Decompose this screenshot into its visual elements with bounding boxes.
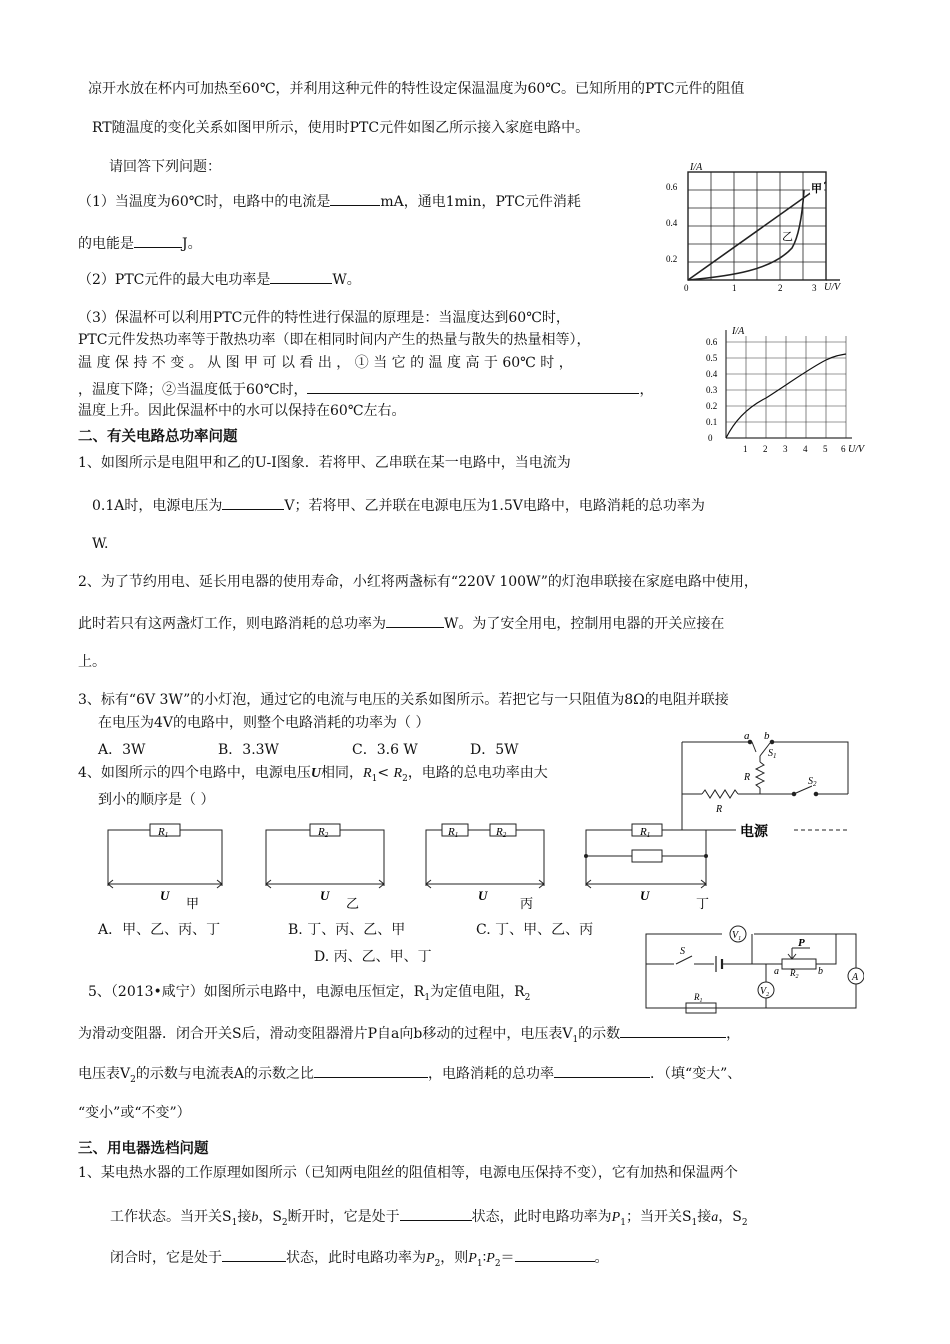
q3-line-4: ，温度下降；②当温度低于60℃时， ， — [78, 378, 653, 400]
circuit-name: 甲 — [186, 896, 200, 911]
y-tick: 0.2 — [666, 254, 678, 264]
s3-blank-ratio[interactable] — [515, 1246, 595, 1262]
q1-line-2: 的电能是 J。 — [78, 232, 202, 254]
q3-line-3: 温 度 保 持 不 变 。 从 图 甲 可 以 看 出 ， ① 当 它 的 温 度 高 于 60℃ 时 ， — [78, 355, 573, 371]
s2-p3-line-1: 3、标有“6V 3W”的小灯泡，通过它的电流与电压的关系如图所示。若把它与一只阻值为8Ω的电阻并联接 — [78, 692, 729, 708]
y-tick: 0.1 — [706, 417, 718, 427]
q2-blank-power[interactable] — [270, 268, 332, 284]
svg-text:b: b — [818, 966, 823, 977]
s2-p3-line-2: 在电压为4V的电路中，则整个电路消耗的功率为（ ） — [98, 715, 430, 731]
s2-p3-option-c[interactable]: C．3.6 W — [352, 742, 418, 758]
curve-yi-label: 乙 — [782, 231, 793, 243]
s3-blank-state-2[interactable] — [222, 1246, 286, 1262]
q3-line-1: （3）保温杯可以利用PTC元件的特性进行保温的原理是：当温度达到60℃时， — [78, 310, 570, 326]
svg-text:R2: $R_2$ — [790, 968, 799, 980]
s3-p1-line-2: 工作状态。当开关$S_1$接b，$S_2$断开时，它是处于 状态，此时电路功率为$P_1$；当开关$S_1$接a，$S_2$ — [110, 1205, 748, 1233]
s2-p1-blank-voltage[interactable] — [222, 494, 284, 510]
intro-line-2: RT随温度的变化关系如图甲所示，使用时PTC元件如图乙所示接入家庭电路中。 — [92, 120, 590, 136]
circuit-bing — [426, 824, 544, 888]
svg-text:R1: $R_1$ — [694, 992, 703, 1004]
s2-p5-line-1: 5、（2013•咸宁）如图所示电路中，电源电压恒定，$R_1$为定值电阻，$R_2$ — [88, 984, 531, 1003]
s2-p5-line-3: 电压表$V_2$的示数与电流表A的示数之比 ，电路消耗的总功率 ．（填“变大”、 — [78, 1062, 741, 1090]
s2-p3-option-b[interactable]: B．3.3W — [218, 742, 279, 758]
s2-p1-line-2: 0.1A时，电源电压为 V；若将甲、乙并联在电源电压为1.5V电路中，电路消耗的总功率为 — [92, 494, 705, 516]
svg-text:R1: R1 — [158, 826, 169, 839]
s2-p4-option-d[interactable]: D. 丙、乙、甲、丁 — [314, 949, 432, 965]
x-axis-label: U/V — [848, 444, 865, 455]
s3-blank-state-1[interactable] — [400, 1205, 472, 1221]
svg-text:R2: R2 — [318, 826, 329, 839]
s2-p2-blank-power[interactable] — [386, 612, 444, 628]
s2-p5-blank-v1[interactable] — [620, 1022, 726, 1038]
s2-p2-line-1: 2、为了节约用电、延长用电器的使用寿命，小红将两盏标有“220V 100W”的灯泡串联接在家庭电路中使用， — [78, 574, 758, 590]
x-tick: 2 — [763, 444, 768, 454]
q1-line-1: （1）当温度为60℃时，电路中的电流是 mA，通电1min，PTC元件消耗 — [78, 190, 581, 212]
voltage-label: U — [640, 888, 650, 903]
svg-text:V2: $V_2$ — [760, 986, 770, 998]
circuit-name: 乙 — [346, 896, 360, 911]
svg-text:V1: $V_1$ — [732, 930, 742, 942]
y-tick: 0.3 — [706, 385, 718, 395]
x-tick: 1 — [743, 444, 748, 454]
x-tick: 0 — [684, 283, 689, 292]
svg-text:S: S — [680, 946, 685, 957]
s2-p4-line-2: 到小的顺序是（ ） — [98, 792, 215, 808]
label-a: a — [744, 730, 750, 742]
y-tick: 0.2 — [706, 401, 718, 411]
svg-text:P: P — [798, 937, 805, 949]
label-s1: $S_1$ — [768, 748, 777, 760]
q3-blank-reason[interactable] — [307, 378, 639, 394]
voltage-label: U — [320, 888, 330, 903]
y-axis-label: I/A — [690, 162, 703, 173]
s2-p2-line-3: 上。 — [78, 654, 106, 670]
x-tick: 1 — [732, 283, 737, 292]
q1-blank-energy[interactable] — [134, 232, 182, 248]
s2-p5-blank-power[interactable] — [554, 1062, 650, 1078]
q2-line: （2）PTC元件的最大电功率是 W。 — [78, 268, 361, 290]
voltage-label: U — [160, 888, 170, 903]
y-tick: 0 — [708, 433, 713, 443]
svg-text:R1: R1 — [640, 826, 651, 839]
x-tick: 4 — [803, 444, 808, 454]
svg-text:a: a — [774, 966, 779, 977]
circuit-name: 丙 — [520, 896, 534, 911]
s2-p4-option-c[interactable]: C. 丁、甲、乙、丙 — [476, 922, 594, 938]
curve-jia-label: 甲 — [811, 183, 822, 195]
label-s2: $S_2$ — [808, 776, 817, 788]
s2-p4-option-b[interactable]: B. 丁、丙、乙、甲 — [288, 922, 406, 938]
voltage-label: U — [478, 888, 488, 903]
section-2-heading: 二、有关电路总功率问题 — [78, 429, 238, 445]
s2-p1-line-3: W. — [92, 536, 109, 552]
x-tick: 6 — [841, 444, 846, 454]
y-tick: 0.6 — [706, 337, 718, 347]
s2-p5-blank-ratio[interactable] — [314, 1062, 428, 1078]
y-axis-label: I/A — [732, 326, 745, 337]
s2-p2-line-2: 此时若只有这两盏灯工作，则电路消耗的总功率为 W。为了安全用电，控制用电器的开关应接在 — [78, 612, 724, 634]
svg-text:R2: R2 — [496, 826, 507, 839]
section-3-heading: 三、用电器选档问题 — [78, 1141, 209, 1157]
resistor-r-horizontal — [702, 790, 738, 798]
intro-prompt: 请回答下列问题： — [109, 159, 221, 175]
x-tick: 5 — [823, 444, 828, 454]
y-tick: 0.6 — [666, 182, 678, 192]
label-r2: R — [716, 804, 723, 815]
s3-p1-line-3: 闭合时，它是处于 状态，此时电路功率为$P_2$，则$P_1∶P_2=$ 。 — [110, 1246, 609, 1274]
label-b: b — [764, 730, 770, 742]
x-tick: 3 — [812, 283, 817, 292]
s2-p3-option-d[interactable]: D．5W — [470, 742, 519, 758]
x-axis-label: U/V — [824, 282, 841, 292]
s2-p4-option-a[interactable]: A．甲、乙、丙、丁 — [98, 922, 221, 938]
label-r: R — [744, 772, 751, 783]
s2-p4-line-1: 4、如图所示的四个电路中，电源电压U相同，$R_1< R_2$，电路的总电功率由大 — [78, 765, 548, 784]
power-source-label: 电源 — [740, 825, 768, 840]
four-circuits-diagram — [96, 816, 726, 916]
resistor-r-vertical — [756, 762, 764, 788]
x-tick: 3 — [783, 444, 788, 454]
resistor-r2 — [632, 850, 662, 862]
ui-graph-jia-yi — [662, 160, 854, 292]
q3-line-5: 温度上升。因此保温杯中的水可以保持在60℃左右。 — [78, 403, 406, 419]
rheostat-r2 — [782, 959, 816, 969]
s2-p3-option-a[interactable]: A．3W — [98, 742, 146, 758]
y-tick: 0.4 — [706, 369, 718, 379]
y-tick: 0.4 — [666, 218, 678, 228]
y-tick: 0.5 — [706, 353, 718, 363]
s2-p5-line-4: “变小”或“不变”） — [78, 1105, 191, 1121]
s3-p1-line-1: 1、某电热水器的工作原理如图所示（已知两电阻丝的阻值相等，电源电压保持不变），它有加热和保温两个 — [78, 1165, 738, 1181]
s2-p5-line-2: 为滑动变阻器．闭合开关S后，滑动变阻器滑片P自a向b移动的过程中，电压表$V_1$的示数 ， — [78, 1022, 740, 1050]
svg-text:R1: R1 — [448, 826, 459, 839]
lamp-iu-graph — [700, 322, 876, 458]
intro-line-1: 凉开水放在杯内可加热至60℃，并利用这种元件的特性设定保温温度为60℃。已知所用的PTC元件的阻值 — [88, 81, 745, 97]
circuit-name: 丁 — [696, 896, 710, 911]
s2-p1-line-1: 1、如图所示是电阻甲和乙的U-I图象．若将甲、乙串联在某一电路中，当电流为 — [78, 455, 571, 471]
svg-text:A: A — [852, 972, 859, 983]
q1-blank-current[interactable] — [330, 190, 380, 206]
q3-line-2: PTC元件发热功率等于散热功率（即在相同时间内产生的热量与散失的热量相等）， — [78, 332, 591, 348]
voltmeter-ammeter-circuit — [640, 924, 864, 1016]
x-tick: 2 — [778, 283, 783, 292]
